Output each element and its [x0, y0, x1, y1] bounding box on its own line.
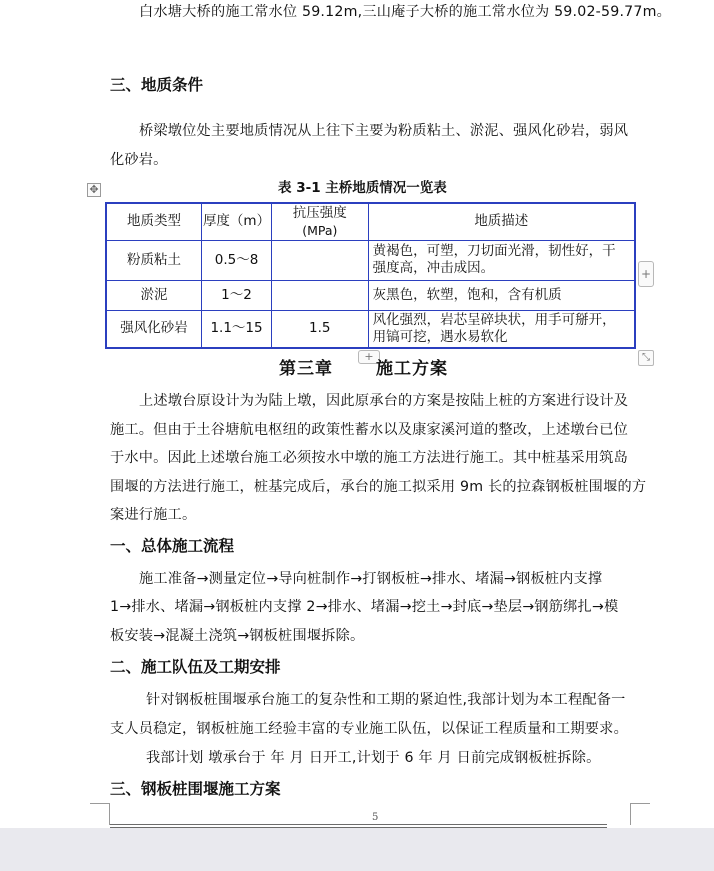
- cell-thickness: 1.1～15: [202, 310, 272, 348]
- footer-line: [110, 824, 607, 825]
- plus-icon: +: [364, 350, 374, 363]
- table-caption: 表 3-1 主桥地质情况一览表: [278, 180, 447, 196]
- header-type: 地质类型: [106, 203, 202, 240]
- move-handle-icon[interactable]: ✥: [87, 183, 101, 197]
- cell-strength: [271, 240, 368, 280]
- cell-thickness: 0.5～8: [202, 240, 272, 280]
- process-para-line: 板安装→混凝土浇筑→钢板桩围堰拆除。: [110, 628, 365, 644]
- header-desc: 地质描述: [368, 203, 635, 240]
- margin-corner-mark: [109, 803, 110, 825]
- cell-strength: 1.5: [271, 310, 368, 348]
- page-gap: [0, 828, 714, 871]
- section-heading-geology: 三、地质条件: [110, 76, 204, 94]
- team-para-line: 我部计划 墩承台于 年 月 日开工,计划于 6 年 月 日前完成钢板桩拆除。: [146, 750, 601, 766]
- header-thickness: 厚度（m）: [202, 203, 272, 240]
- table-row: [106, 310, 635, 348]
- margin-corner-mark: [630, 803, 631, 825]
- cell-desc-line: 用镐可挖，遇水易软化: [372, 328, 508, 345]
- process-para-line: 1→排水、堵漏→钢板桩内支撑 2→排水、堵漏→挖土→封底→垫层→钢筋绑扎→模: [110, 599, 619, 615]
- chapter-title-number: 第三章: [279, 359, 333, 379]
- cell-desc: [368, 240, 635, 280]
- table-row: [106, 240, 635, 280]
- intro-para-line: 围堰的方法进行施工，桩基完成后，承台的施工拟采用 9m 长的拉森钢板桩围堰的方: [110, 479, 647, 495]
- cell-type: 强风化砂岩: [106, 310, 202, 348]
- cell-desc: [368, 310, 635, 348]
- intro-para-line: 案进行施工。: [110, 507, 197, 523]
- resize-icon: ⤡: [642, 352, 650, 363]
- cell-desc-line: 黄褐色，可塑，刀切面光滑，韧性好，干: [372, 243, 616, 259]
- table-row: [106, 280, 635, 310]
- header-strength-line1: 抗压强度: [292, 204, 347, 221]
- add-column-button[interactable]: [638, 261, 654, 287]
- process-para-line: 施工准备→测量定位→导向桩制作→打钢板桩→排水、堵漏→钢板桩内支撑: [139, 571, 603, 587]
- header-strength-line2: (MPa): [302, 222, 338, 238]
- team-para-line: 针对钢板桩围堰承台施工的复杂性和工期的紧迫性,我部计划为本工程配备一: [146, 692, 626, 708]
- cell-thickness: 1～2: [202, 280, 272, 310]
- cell-type: 粉质粘土: [106, 240, 202, 280]
- intro-para-line: 上述墩台原设计为为陆上墩，因此原承台的方案是按陆上桩的方案进行设计及: [139, 393, 629, 409]
- intro-para-line: 施工。但由于土谷塘航电枢纽的政策性蓄水以及康家溪河道的整改，上述墩台已位: [110, 422, 628, 438]
- cell-desc-line: 风化强烈，岩芯呈碎块状，用手可掰开，: [372, 311, 616, 328]
- cell-desc-line: 强度高，冲击成因。: [372, 260, 495, 276]
- page-number: 5: [372, 812, 379, 823]
- section-heading-team: 二、施工队伍及工期安排: [110, 658, 281, 676]
- cell-strength: [271, 280, 368, 310]
- margin-corner-mark: [630, 803, 650, 804]
- geology-table: [105, 202, 636, 349]
- margin-corner-mark: [90, 803, 110, 804]
- geology-para-line: 化砂岩。: [110, 152, 168, 168]
- cell-desc-line: 灰黑色，软塑，饱和，含有机质: [372, 286, 562, 303]
- geology-para-line: 桥梁墩位处主要地质情况从上往下主要为粉质粘土、淤泥、强风化砂岩，弱风: [139, 123, 629, 139]
- chapter-title-text: 施工方案: [376, 359, 448, 379]
- header-strength: [271, 203, 368, 240]
- team-para-line: 支人员稳定，钢板桩施工经验丰富的专业施工队伍，以保证工程质量和工期要求。: [110, 721, 628, 737]
- cell-type: 淤泥: [106, 280, 202, 310]
- table-resize-handle[interactable]: [638, 350, 654, 366]
- table-header-row: [106, 203, 635, 240]
- section-heading-process: 一、总体施工流程: [110, 537, 235, 555]
- cell-desc: [368, 280, 635, 310]
- water-level-line: 白水塘大桥的施工常水位 59.12m,三山庵子大桥的施工常水位为 59.02-59.77m。: [139, 4, 672, 20]
- intro-para-line: 于水中。因此上述墩台施工必须按水中墩的施工方法进行施工。其中桩基采用筑岛: [110, 450, 628, 466]
- section-heading-cofferdam: 三、钢板桩围堰施工方案: [110, 780, 281, 798]
- plus-icon: +: [640, 267, 652, 281]
